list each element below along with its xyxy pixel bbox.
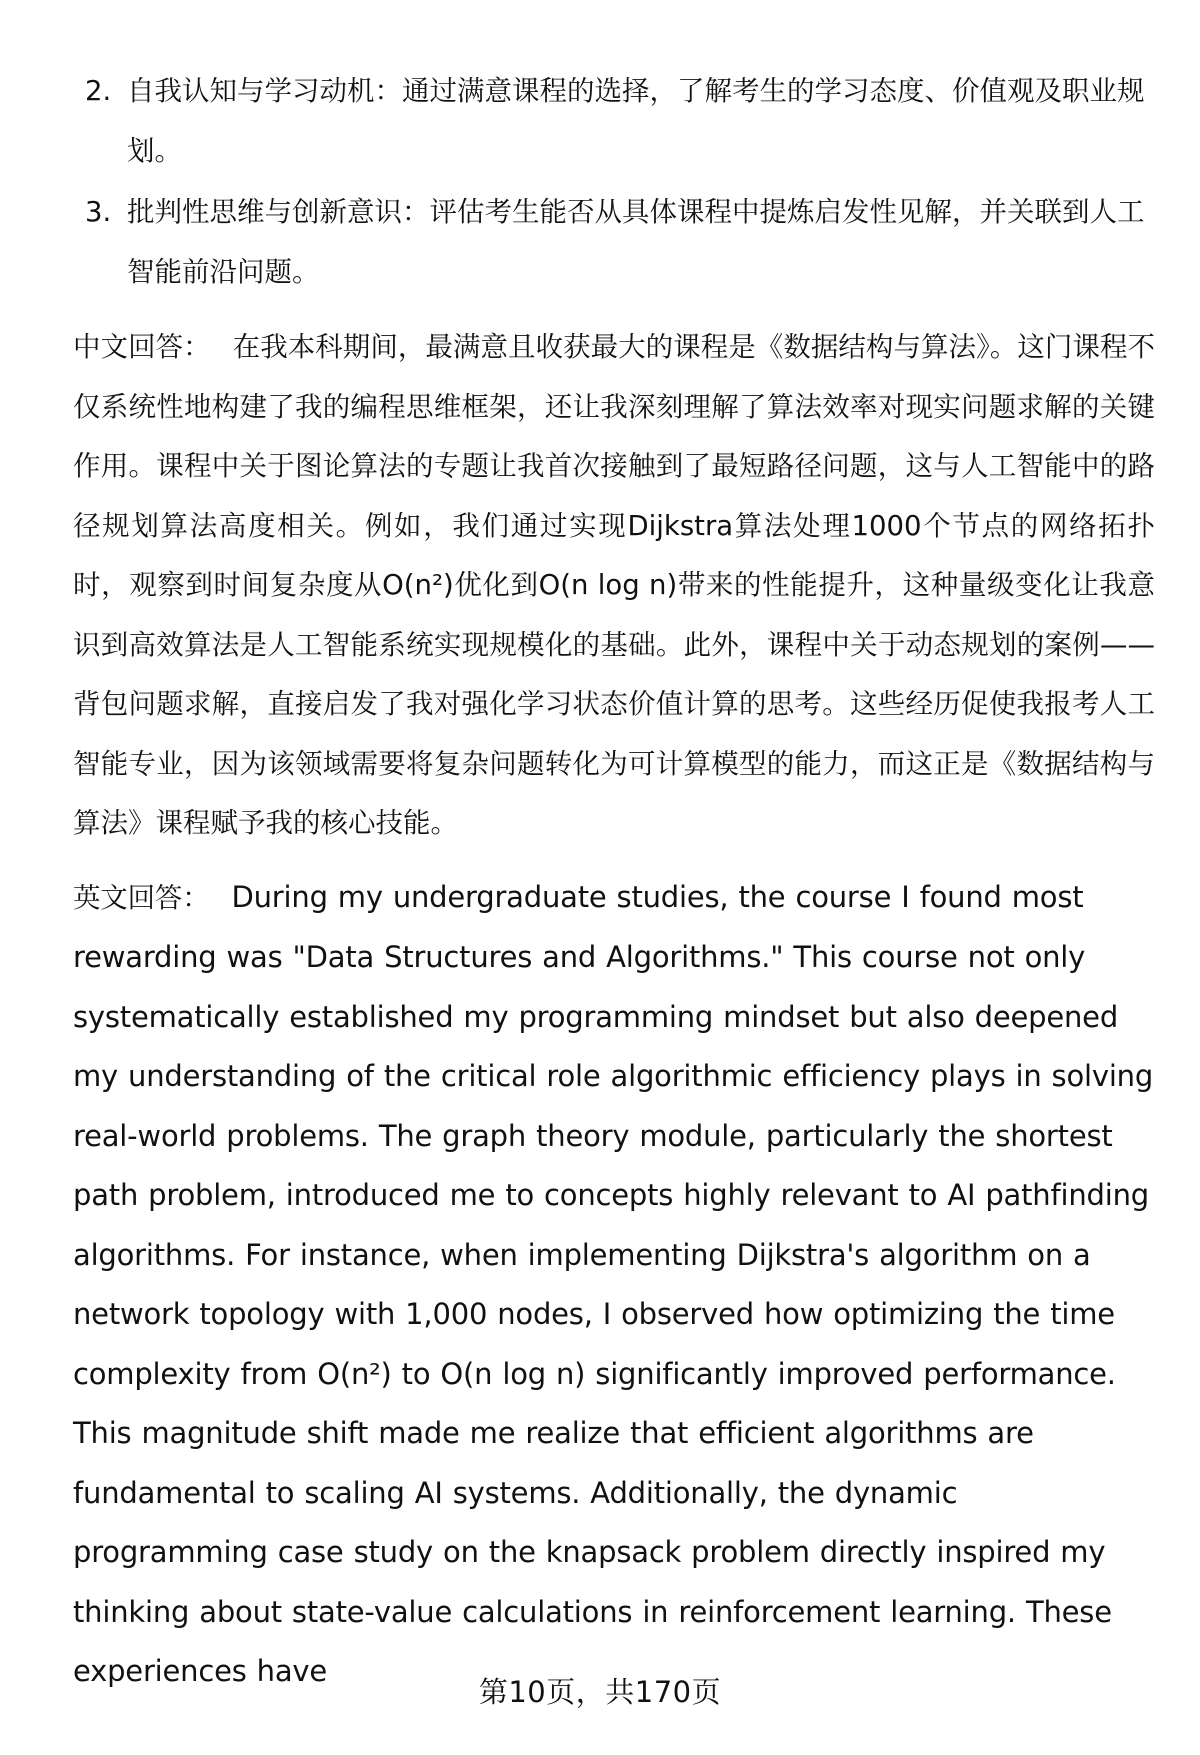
list-item-text: 自我认知与学习动机：通过满意课程的选择，了解考生的学习态度、价值观及职业规划。 bbox=[127, 75, 1145, 167]
list-item-text: 批判性思维与创新意识：评估考生能否从具体课程中提炼启发性见解，并关联到人工智能前沿问题。 bbox=[127, 196, 1145, 288]
english-answer-text: During my undergraduate studies, the course I found most rewarding was "Data Structures and Algorithms." This course not only systematically established my programming mindset but also deepened my understanding of the critical role algorithmic efficiency plays in solving real-world problems. The graph theory module, particularly the shortest path problem, introduced me to concepts highly relevant to AI pathfinding algorithms. For instance, when implementing Dijkstra's algorithm on a network topology with 1,000 nodes, I observed how optimizing the time complexity from O(n²) to O(n log n) significantly improved performance. This magnitude shift made me realize that efficient algorithms are fundamental to scaling AI systems. Additionally, the dynamic programming case study on the knapsack problem directly inspired my thinking about state-value calculations in reinforcement learning. These experiences have bbox=[73, 879, 1154, 1688]
page-content bbox=[73, 62, 1155, 1702]
english-answer-paragraph bbox=[73, 868, 1155, 1702]
page-number-footer: 第10页，共170页 bbox=[478, 1675, 722, 1709]
list-item-number: 2. bbox=[85, 75, 112, 107]
list-item-number: 3. bbox=[85, 196, 112, 228]
list-item bbox=[73, 183, 1155, 302]
criteria-list bbox=[73, 62, 1155, 302]
chinese-answer-text: 在我本科期间，最满意且收获最大的课程是《数据结构与算法》。这门课程不仅系统性地构建了我的编程思维框架，还让我深刻理解了算法效率对现实问题求解的关键作用。课程中关于图论算法的专题让我首次接触到了最短路径问题，这与人工智能中的路径规划算法高度相关。例如，我们通过实现Dijkstra算法处理1000个节点的网络拓扑时，观察到时间复杂度从O(n²)优化到O(n log n)带来的性能提升，这种量级变化让我意识到高效算法是人工智能系统实现规模化的基础。此外，课程中关于动态规划的案例——背包问题求解，直接启发了我对强化学习状态价值计算的思考。这些经历促使我报考人工智能专业，因为该领域需要将复杂问题转化为可计算模型的能力，而这正是《数据结构与算法》课程赋予我的核心技能。 bbox=[73, 331, 1156, 839]
chinese-answer-paragraph bbox=[73, 318, 1155, 854]
chinese-answer-label: 中文回答： bbox=[73, 331, 211, 363]
english-answer-label: 英文回答： bbox=[73, 881, 210, 914]
list-item bbox=[73, 62, 1155, 181]
